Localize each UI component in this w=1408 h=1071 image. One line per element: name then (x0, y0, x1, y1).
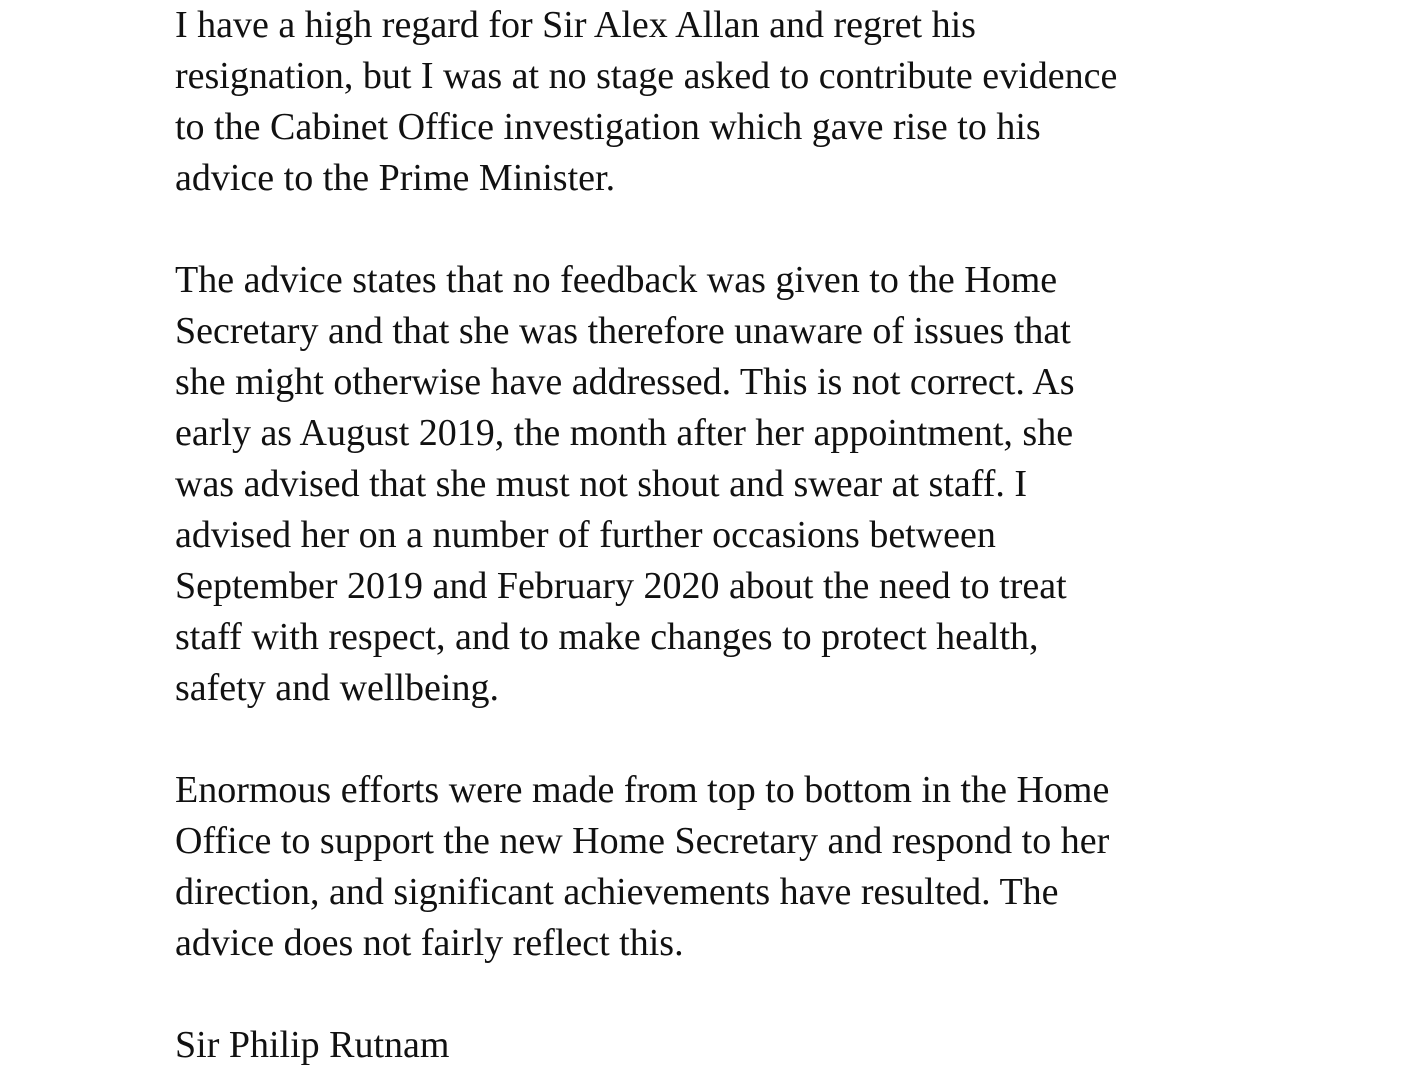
text-line: advice to the Prime Minister. (175, 157, 616, 199)
statement-document (175, 0, 1275, 1071)
paragraph-spacer (175, 714, 1275, 765)
paragraph-resignation (175, 0, 1275, 204)
text-line: advised her on a number of further occasions between (175, 514, 996, 556)
text-line: Enormous efforts were made from top to bottom in the Home (175, 769, 1110, 811)
text-line: she might otherwise have addressed. This is not correct. As (175, 361, 1075, 403)
paragraph-spacer (175, 969, 1275, 1020)
text-line: to the Cabinet Office investigation which gave rise to his (175, 106, 1041, 148)
paragraph-efforts (175, 765, 1275, 969)
text-line: The advice states that no feedback was given to the Home (175, 259, 1058, 301)
text-line: staff with respect, and to make changes to protect health, (175, 616, 1039, 658)
text-line: I have a high regard for Sir Alex Allan and regret his (175, 4, 976, 46)
paragraph-spacer (175, 204, 1275, 255)
text-line: direction, and significant achievements have resulted. The (175, 871, 1059, 913)
signature: Sir Philip Rutnam (175, 1024, 450, 1066)
text-line: safety and wellbeing. (175, 667, 499, 709)
paragraph-feedback (175, 255, 1275, 714)
text-line: Office to support the new Home Secretary and respond to her (175, 820, 1110, 862)
text-line: September 2019 and February 2020 about the need to treat (175, 565, 1067, 607)
text-line: early as August 2019, the month after her appointment, she (175, 412, 1074, 454)
text-line: was advised that she must not shout and swear at staff. I (175, 463, 1028, 505)
text-line: Secretary and that she was therefore unaware of issues that (175, 310, 1071, 352)
text-line: resignation, but I was at no stage asked to contribute evidence (175, 55, 1118, 97)
text-line: advice does not fairly reflect this. (175, 922, 684, 964)
